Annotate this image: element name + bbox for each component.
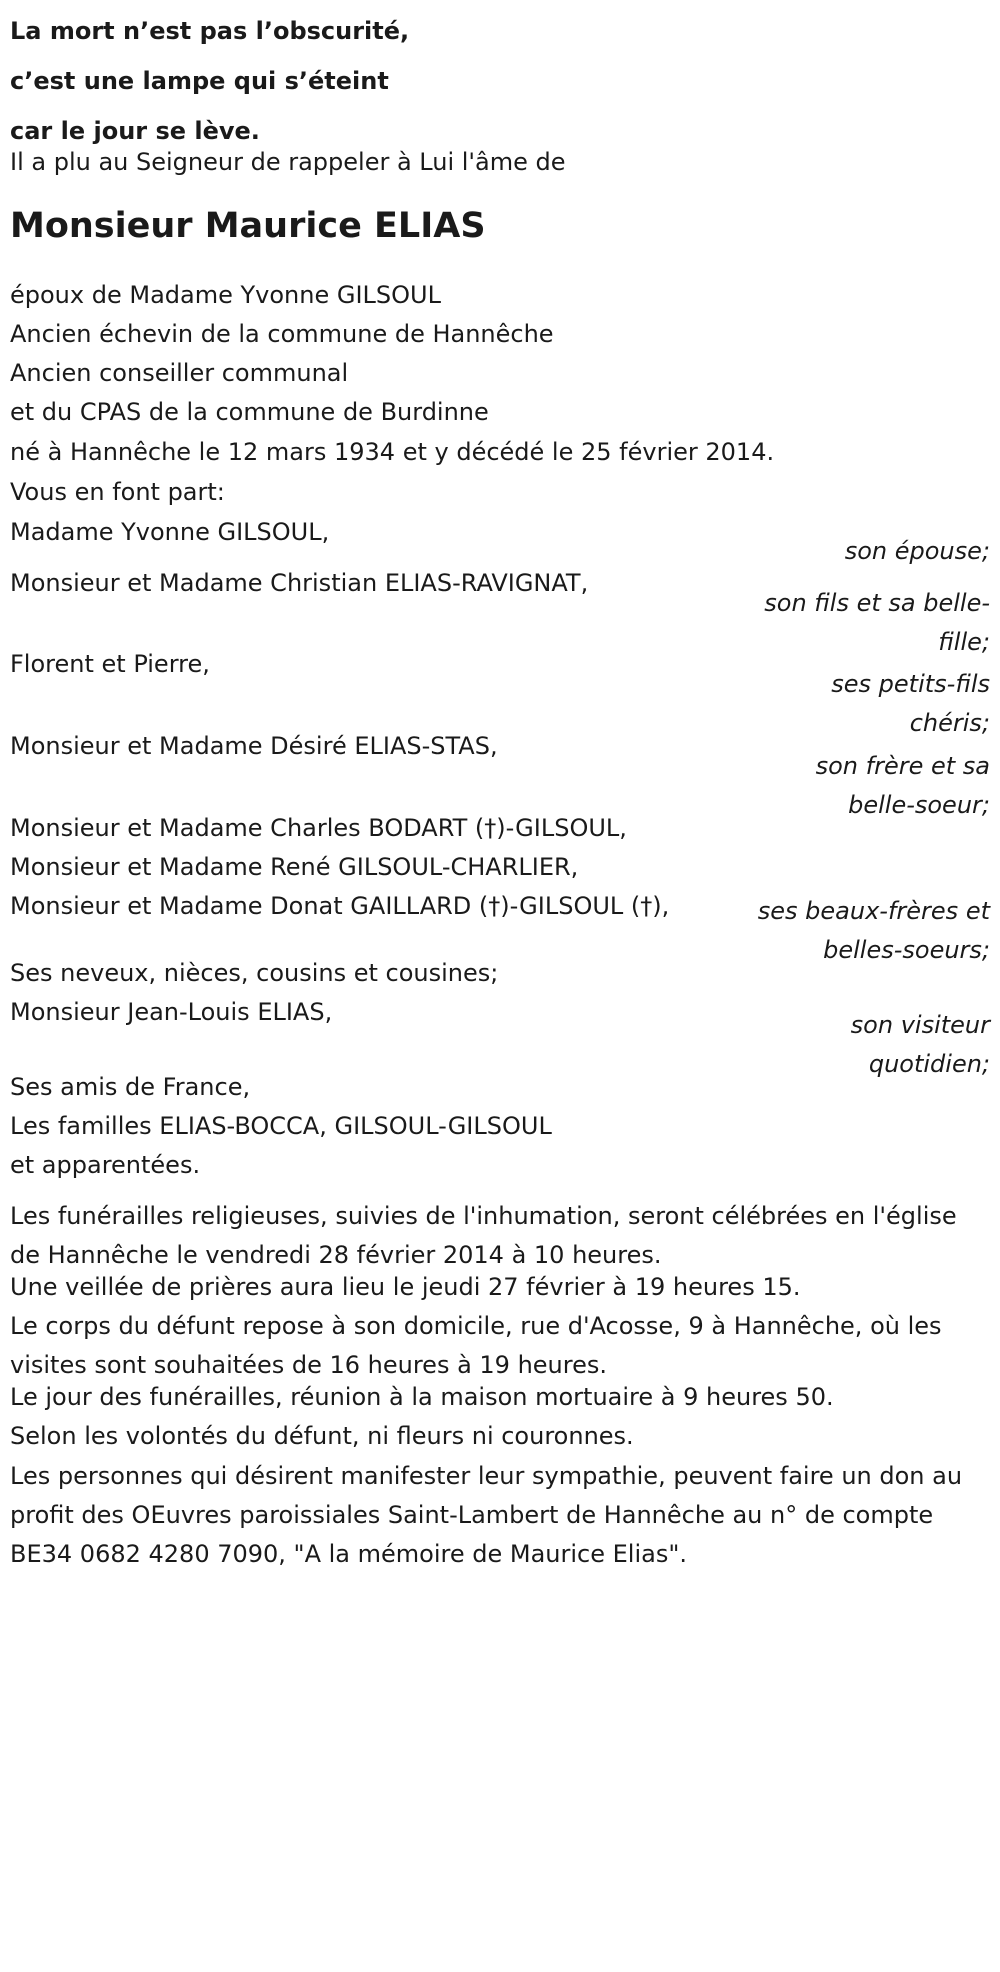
family-role: son épouse; (844, 537, 990, 565)
family-name-line: Monsieur et Madame Désiré ELIAS-STAS, (10, 732, 498, 760)
birth-death-line: né à Hannêche le 12 mars 1934 et y décédé le 25 février 2014. (10, 438, 775, 466)
epigraph-line: c’est une lampe qui s’éteint (10, 67, 389, 95)
epigraph (10, 6, 409, 156)
title-line: époux de Madame Yvonne GILSOUL (10, 281, 441, 309)
deceased-titles (10, 276, 990, 432)
deceased-name: Monsieur Maurice ELIAS (10, 206, 486, 246)
flowers-info-paragraph: Selon les volontés du défunt, ni fleurs ni couronnes. (10, 1422, 634, 1450)
family-name-line: Florent et Pierre, (10, 650, 210, 678)
family-name-line: Monsieur et Madame René GILSOUL-CHARLIER, (10, 853, 579, 881)
family-name-line: Ses neveux, nièces, cousins et cousines; (10, 959, 499, 987)
vigil-info-paragraph: Une veillée de prières aura lieu le jeudi 27 février à 19 heures 15. (10, 1273, 801, 1301)
family-name-line: Monsieur et Madame Donat GAILLARD (†)-GILSOUL (†), (10, 892, 670, 920)
announce-line: Vous en font part: (10, 478, 225, 506)
family-name-line: Monsieur Jean-Louis ELIAS, (10, 998, 333, 1026)
mourner-line: et apparentées. (10, 1151, 201, 1179)
family-role: son frère et sa belle-soeur; (815, 752, 990, 819)
other-mourners (10, 1068, 990, 1185)
family-name-line: Monsieur et Madame Christian ELIAS-RAVIGNAT, (10, 569, 589, 597)
epigraph-line: car le jour se lève. (10, 117, 260, 145)
title-line: et du CPAS de la commune de Burdinne (10, 398, 489, 426)
family-name-line: Madame Yvonne GILSOUL, (10, 518, 330, 546)
title-line: Ancien échevin de la commune de Hannêche (10, 320, 554, 348)
donation-info-paragraph: Les personnes qui désirent manifester leur sympathie, peuvent faire un don au profit des OEuvres paroissiales Saint-Lambert de Hannêche au n° de compte BE34 0682 4280 7090, "A la mémoire de Maurice Elias". (10, 1462, 963, 1568)
gathering-info-paragraph: Le jour des funérailles, réunion à la maison mortuaire à 9 heures 50. (10, 1383, 834, 1411)
family-name-line: Monsieur et Madame Charles BODART (†)-GILSOUL, (10, 814, 627, 842)
family-role: ses beaux-frères et belles-soeurs; (757, 897, 990, 964)
funeral-info-paragraph: Les funérailles religieuses, suivies de l'inhumation, seront célébrées en l'église de Hannêche le vendredi 28 février 2014 à 10 heures. (10, 1202, 957, 1269)
title-line: Ancien conseiller communal (10, 359, 349, 387)
viewing-info-paragraph: Le corps du défunt repose à son domicile, rue d'Acosse, 9 à Hannêche, où les visites sont souhaitées de 16 heures à 19 heures. (10, 1312, 942, 1379)
epigraph-line: La mort n’est pas l’obscurité, (10, 17, 410, 45)
family-role: ses petits-fils chéris; (831, 670, 990, 737)
intro-text: Il a plu au Seigneur de rappeler à Lui l'âme de (10, 148, 566, 176)
family-role: son visiteur quotidien; (850, 1011, 990, 1078)
mourner-line: Les familles ELIAS-BOCCA, GILSOUL-GILSOUL (10, 1112, 552, 1140)
family-role: son fils et sa belle-fille; (764, 589, 990, 656)
mourner-line: Ses amis de France, (10, 1073, 251, 1101)
